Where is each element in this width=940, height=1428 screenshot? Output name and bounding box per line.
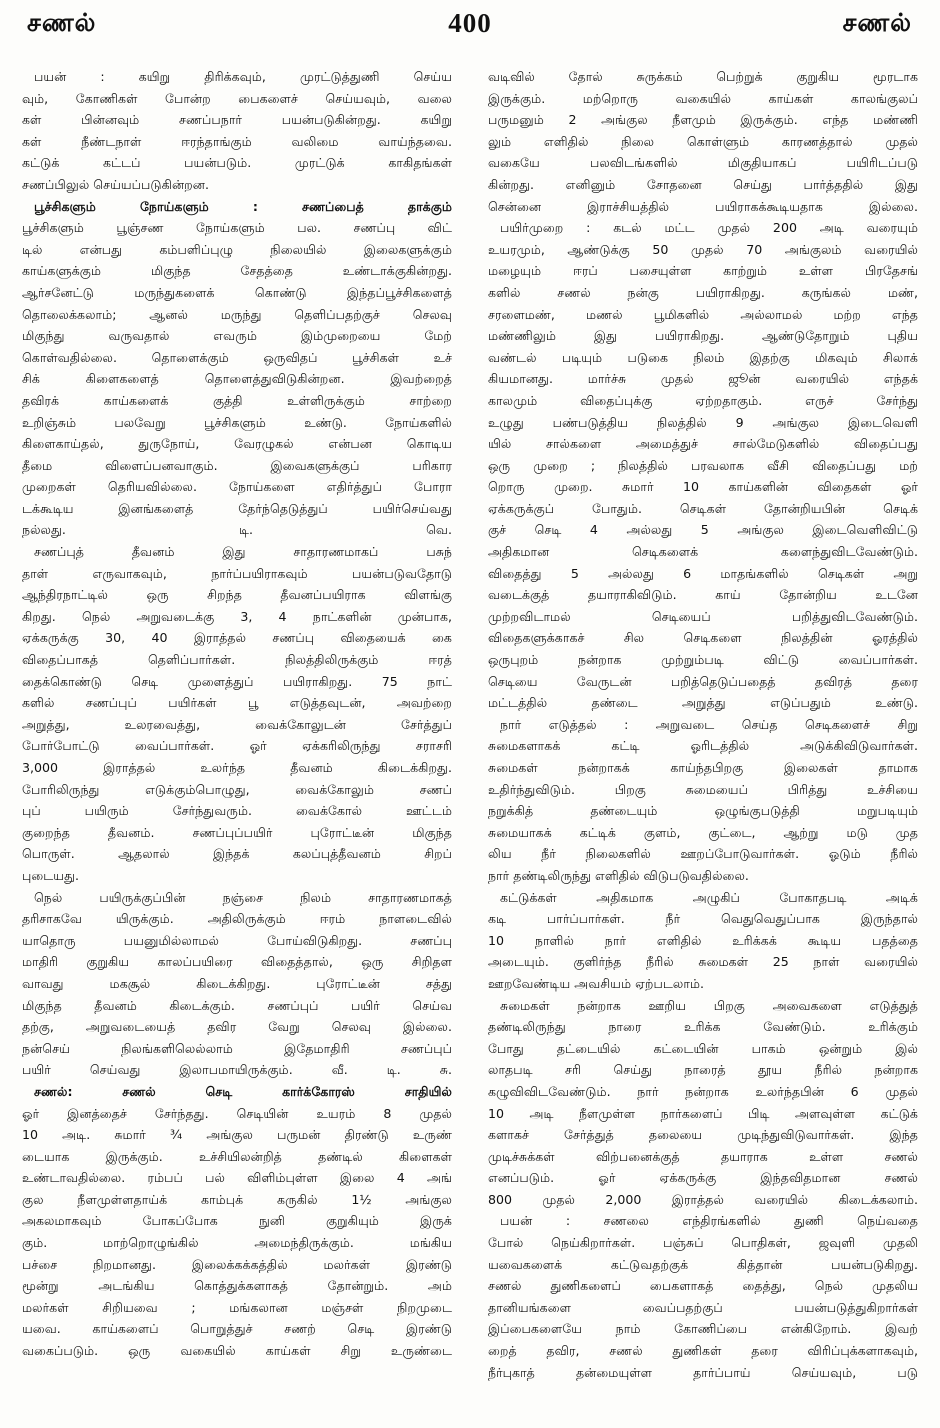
text-line: சணப்பிலுல் செய்யப்படுகின்றன. [22,176,209,192]
text-line: சென்னை இராச்சியத்தில் பயிராகக்கூடியதாக இல்லை. [488,198,918,214]
text-line: யாதொரு பயனுமில்லாமல் போய்விடுகிறது. சணப்பு [22,932,452,948]
text-line: விதைப்பாகத் தெளிப்பார்கள். நிலத்திலிருக்கும் ஈரத் [22,652,452,668]
text-line: பயிர் செய்வது இலாபமாயிருக்கும். வீ. டி. சு. [22,1062,452,1078]
text-line: பயன் : சணலை எந்திரங்களில் துணி நெய்வதை [500,1213,918,1229]
text-line: தண்டிலிருந்து நாரை உரிக்க வேண்டும். உரிக்கும் [488,1019,918,1035]
text-line: யவைகளைக் கட்டுவதற்குக் கித்தான் பயன்படுகிறது. [488,1256,918,1272]
text-line: சுமைகள் நன்றாகக் காய்ந்தபிறகு இலைகள் தாமாக [488,760,918,775]
text-line: அடையும். குளிர்ந்த நீரில் சுமைகள் 25 நாள் வரையில் [488,954,918,970]
text-line: ஆந்திரநாட்டில் ஒரு சிறந்த தீவனப்பயிராக விளங்கு [22,587,452,603]
text-line: மழையும் ஈரப் பசையுள்ள காற்றும் உள்ள பிரதேசங் [488,263,918,279]
text-line: கள் பின்னவும் சணப்பநார் பயன்படுகின்றது. கயிறு [22,112,452,128]
text-line: நார் தண்டிலிருந்து எளிதில் விடுபடுவதில்லை. [488,867,749,883]
text-line: முறைகள் தெரியவில்லை. நோய்களை எதிர்த்துப் போரா [22,479,452,495]
text-line: வகையே பலவிடங்களில் மிகுதியாகப் பயிரிடப்படு [488,155,918,171]
text-line: சணல்: சணல் செடி கார்க்கோரஸ் சாதியில் [34,1083,452,1099]
text-line: களில் சணல் நன்கு பயிராகிறது. கருங்கல் மண், [488,284,918,300]
text-line: கொள்வதில்லை. தொளைக்கும் ஒருவிதப் பூச்சிகள் உச் [22,349,452,365]
text-line: கட்டுக்கள் அதிகமாக அழுகிப் போகாதபடி அடிக் [500,889,918,905]
text-line: கடி பார்ப்பார்கள். நீர் வெதுவெதுப்பாக இருந்தால் [488,911,918,927]
text-line: இருக்கும். மற்றொரு வகையில் காய்கள் காலங்குலப் [488,90,918,106]
text-line: 10 அடி. சுமார் ¾ அங்குல பருமன் திரண்டு உருண் [22,1127,452,1143]
text-line: ஆர்சனேட்டு மருந்துகளைக் கொண்டு இந்தப்பூச்சிகளைத் [22,284,452,300]
text-line: டக்கூடிய இனங்களைத் தேர்ந்தெடுத்துப் பயிர்செய்வது [22,500,452,516]
text-line: விதைகளுக்காகச் சில செடிகளை நிலத்தின் ஓரத்தில் [488,630,918,646]
text-line: கழுவிவிடவேண்டும். நார் நன்றாக உலர்ந்தபின் 6 முதல் [488,1083,918,1099]
text-line: கட்டுக் கட்டப் பயன்படும். முரட்டுக் காகிதங்கள் [22,155,452,171]
text-line: 3,000 இராத்தல் உலர்ந்த தீவனம் கிடைக்கிறது. [22,760,452,775]
text-line: புடையது. [22,867,80,883]
text-line: கள் நீண்டநாள் ஈரந்தாங்கும் வலிமை வாய்ந்தவை. [22,133,452,149]
text-line: ஊறவேண்டிய அவசியம் ஏற்படலாம். [488,975,705,991]
text-line: சுமைகளாகக் கட்டி ஓரிடத்தில் அடுக்கிவிடுவார்கள். [488,738,918,754]
text-line: மிகுந்த தீவனம் கிடைக்கும். சணப்புப் பயிர் செய்வ [22,997,452,1013]
page-number: 400 [448,8,492,38]
text-line: கின்றது. எனினும் சோதனை செய்து பார்த்ததில் இது [488,176,918,192]
text-line: லாதபடி சரி செய்து நாரைத் தூய நீரில் நன்றாக [488,1062,918,1078]
text-line: தானியங்களை வைப்பதற்குப் பயன்படுத்துகிறார்கள் [488,1299,918,1315]
text-line: 10 அடி நீளமுள்ள நார்களைப் பிடி அளவுள்ள கட்டுக் [488,1105,918,1121]
text-line: தாள் எருவாகவும், நார்ப்பயிராகவும் பயன்படுவதோடு [22,565,452,581]
text-line: பூச்சிகளும் நோய்களும் : சணப்பைத் தாக்கும் [34,198,452,214]
text-line: மலர்கள் சிறியவை ; மங்கலான மஞ்சள் நிறமுடை [22,1299,452,1315]
text-line: போரிலிருந்து எடுக்கும்பொழுது, வைக்கோலும் சணப் [22,781,452,797]
text-line: செடியை வேருடன் பறித்தெடுப்பதைத் தவிரத் தரை [488,673,918,689]
text-line: ஓர் இனத்தைச் சேர்ந்தது. செடியின் உயரம் 8 முதல் [22,1105,452,1121]
text-line: காலமும் விதைப்புக்கு ஏற்றதாகும். எருச் சேர்ந்து [488,392,918,408]
text-line: வகைப்படும். ஒரு வகையில் காய்கள் சிறு உருண்டை [22,1343,452,1359]
text-line: ஏக்கருக்கு 30, 40 இராத்தல் சணப்பு விதையைக் கை [22,630,452,646]
text-line: உண்டாவதில்லை. ரம்பப் பல் விளிம்புள்ள இலை 4 அங் [22,1170,452,1186]
right-text-column [488,66,918,1383]
text-line: ஒருபுறம் நன்றாக முற்றும்படி விட்டு வைப்பார்கள். [488,652,918,668]
text-line: மட்டத்தில் தண்டை அறுத்து எடுப்பதும் உண்டு. [488,695,918,711]
text-line: வண்டல் படியும் படுகை நிலம் இதற்கு மிகவும் சிலாக் [488,349,918,365]
text-line: குல நீளமுள்ளதாய்க் காம்புக் கருகில் 1½ அங்குல [22,1191,452,1207]
text-line: தவிரக் காய்களைக் குத்தி உள்ளிருக்கும் சாற்றை [22,392,452,408]
text-line: போது தட்டையில் கட்டையின் பாகம் ஒன்றும் இல் [488,1040,918,1056]
text-line: ஒரு முறை ; நிலத்தில் பரவலாக வீசி விதைப்பது மற் [488,457,918,473]
text-line: சணல் துணிகளைப் பைகளாகத் தைத்து, நெல் முதலிய [488,1278,918,1294]
text-line: களாகச் சேர்த்துத் தலையை முடிந்துவிடுவார்கள். இந்த [488,1127,918,1143]
text-line: சரளைமண், மணல் பூமிகளில் அல்லாமல் மற்ற எந்த [488,306,918,322]
running-head-right: சணல் [842,8,912,37]
text-line: யில் சால்களை அமைத்துச் சால்மேடுகளில் விதைப்பது [488,436,918,452]
text-line: உழுது பண்படுத்திய நிலத்தில் 9 அங்குல இடைவெளி [488,414,918,430]
text-line: சணப்புத் தீவனம் இது சாதாரணமாகப் பசுந் [34,544,452,560]
text-line: அறுத்து, உலரவைத்து, வைக்கோலுடன் சேர்த்துப் [22,716,452,732]
text-line: இப்பைகளையே நாம் கோணிப்பை என்கிறோம். இவற் [488,1321,918,1337]
text-line: வடைக்குத் தயாராகிவிடும். காய் தோன்றிய உடனே [488,587,918,603]
text-line: தற்கு, அறுவடையைத் தவிர வேறு செலவு இல்லை. [22,1019,452,1035]
text-line: குறைந்த தீவனம். சணப்புப்பயிர் புரோட்டீன் மிகுந்த [22,824,452,840]
text-line: தொலைக்கலாம்; ஆனல் மருந்து தெளிப்பதற்குச் செலவு [22,306,452,322]
text-line: நீர்புகாத் தன்மையுள்ள தார்ப்பாய் செய்யவும், படு [488,1364,918,1380]
text-line: சுமையாகக் கட்டிக் குளம், குட்டை, ஆற்று மடு முத [488,824,918,840]
text-line: பயிர்முறை : கடல் மட்ட முதல் 200 அடி வரையும் [500,220,918,236]
text-line: நல்லது. டி. வெ. [22,522,452,538]
left-text-column [22,66,452,1362]
text-line: கியமானது. மார்ச்சு முதல் ஜூன் வரையில் எந்தக் [488,371,918,387]
text-line: கும். மாற்றொழுங்கில் அமைந்திருக்கும். மங்கிய [22,1235,452,1251]
text-line: உதிர்ந்துவிடும். பிறகு சுமையைப் பிரித்து உச்சியை [488,781,918,797]
text-line: சிக் கிளைகளைத் தொளைத்துவிடுகின்றன. இவற்றைத் [22,371,452,387]
text-line: 800 முதல் 2,000 இராத்தல் வரையில் கிடைக்கலாம். [488,1191,918,1207]
text-line: போர்போட்டு வைப்பார்கள். ஓர் ஏக்கரிலிருந்து சராசரி [22,738,452,754]
text-line: உறிஞ்சும் பலவேறு பூச்சிகளும் உண்டு. நோய்களில் [22,414,452,430]
text-line: தரிசாகவே யிருக்கும். அதிலிருக்கும் ஈரம் நாளடைவில் [22,911,452,927]
text-line: பருமனும் 2 அங்குல நீளமும் இருக்கும். எந்த மண்ணி [488,112,918,128]
text-line: வாவது மகசூல் கிடைக்கிறது. புரோட்டீன் சத்து [22,975,452,991]
text-line: குச் செடி 4 அல்லது 5 அங்குல இடைவெளிவிட்டு [488,522,918,538]
text-line: டில் என்பது கம்பளிப்புழு நிலையில் இலைகளுக்கும் [22,241,452,257]
text-line: எனப்படும். ஓர் ஏக்கருக்கு இந்தவிதமான சணல் [488,1170,918,1186]
text-line: நன்செய் நிலங்களிலெல்லாம் இதேமாதிரி சணப்புப் [22,1040,452,1056]
text-line: 10 நாளில் நார் எளிதில் உரிக்கக் கூடிய பதத்தை [488,932,918,948]
text-line: முடிச்சுக்கள் விற்பனைக்குத் தயாராக உள்ள சணல் [488,1148,918,1164]
text-line: மூன்று அடங்கிய கொத்துக்களாகத் தோன்றும். அம் [22,1278,452,1294]
text-line: டையாக இருக்கும். உச்சியிலன்றித் தண்டில் கிளைகள் [22,1148,452,1164]
text-line: றொரு முறை. சுமார் 10 காய்களின் விதைகள் ஓர் [488,479,918,495]
text-line: நறுக்கித் தண்டையும் ஒழுங்குபடுத்தி மறுபடியும் [488,803,918,819]
text-line: கிளைகாய்தல், துருநோய், வேரழுகல் என்பன கொடிய [22,436,452,452]
text-line: அதிகமான செடிகளைக் களைந்துவிடவேண்டும். [488,544,918,560]
text-line: தைக்கொண்டு செடி முளைத்துப் பயிராகிறது. 75 நாட் [22,673,452,689]
text-line: உயரமும், ஆண்டுக்கு 50 முதல் 70 அங்குலம் வரையில் [488,241,918,257]
text-line: காய்களுக்கும் மிகுந்த சேதத்தை உண்டாக்குகின்றது. [22,263,452,279]
text-line: ஏக்கருக்குப் போதும். செடிகள் தோன்றியபின் செடிக் [488,500,918,516]
text-line: பச்சை நிறமானது. இலைக்கக்கத்தில் மலர்கள் இரண்டு [22,1256,452,1272]
text-line: யவை. காய்களைப் பொறுத்துச் சணற் செடி இரண்டு [22,1321,452,1337]
text-line: லும் எளிதில் நிலை கொள்ளும் காரணத்தால் முதல் [488,133,918,149]
text-line: வடிவில் தோல் சுருக்கம் பெற்றுக் குறுகிய மூரடாக [488,69,918,84]
text-line: பூச்சிகளும் பூஞ்சண நோய்களும் பல. சணப்பு விட் [22,220,452,236]
text-line: நெல் பயிருக்குப்பின் நஞ்சை நிலம் சாதாரணமாகத் [34,889,452,905]
text-line: தீமை விளைப்பனவாகும். இவைகளுக்குப் பரிகார [22,457,452,473]
text-line: அகலமாகவும் போகப்போக நுனி குறுகியும் இருக் [22,1213,452,1229]
text-line: கிறது. நெல் அறுவடைக்கு 3, 4 நாட்களின் முன்பாக, [22,608,452,624]
text-line: புப் பயிரும் சேர்ந்துவரும். வைக்கோல் ஊட்டம் [22,803,452,819]
text-line: விதைத்து 5 அல்லது 6 மாதங்களில் செடிகள் அறு [488,565,918,581]
text-line: மண்ணிலும் இது பயிராகிறது. ஆண்டுதோறும் புதிய [488,328,918,344]
text-line: முற்றவிடாமல் செடியைப் பறித்துவிடவேண்டும். [488,608,918,624]
text-line: மிகுந்து வருவதால் எவரும் இம்முறையை மேற் [22,328,452,344]
text-line: களில் சணப்புப் பயிர்கள் பூ எடுத்தவுடன், அவற்றை [22,695,452,711]
text-line: றைத் தவிர, சணல் துணிகள் தரை விரிப்புக்களாகவும், [488,1343,918,1359]
text-line: லிய நீர் நிலைகளில் ஊறப்போடுவார்கள். ஓடும் நீரில் [488,846,918,862]
text-line: வும், கோணிகள் போன்ற பைகளைச் செய்யவும், வலை [22,90,452,106]
text-line: சுமைகள் நன்றாக ஊறிய பிறகு அவைகளை எடுத்துத் [500,997,918,1013]
text-line: பொருள். ஆதலால் இந்தக் கலப்புத்தீவனம் சிறப் [22,846,452,862]
running-head-left: சணல் [27,8,97,37]
text-line: பயன் : கயிறு திரிக்கவும், முரட்டுத்துணி செய்ய [34,69,452,84]
text-line: போல் நெய்கிறார்கள். பஞ்சுப் பொதிகள், ஜவுளி முதலி [488,1235,918,1251]
text-line: மாதிரி குறுகிய காலப்பயிரை விதைத்தால், ஒரு சிறிதள [22,954,452,970]
text-line: நார் எடுத்தல் : அறுவடை செய்த செடிகளைச் சிறு [500,716,918,732]
